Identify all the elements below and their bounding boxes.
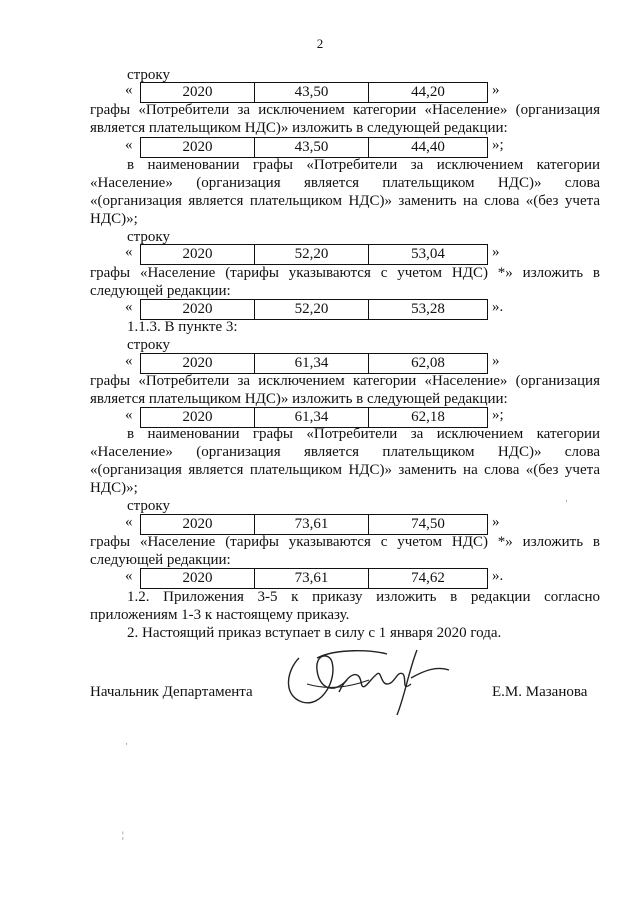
quote-close: ». xyxy=(492,568,504,584)
value-cell: 73,61 xyxy=(255,515,369,534)
section-heading: 1.1.3. В пункте 3: xyxy=(127,319,238,335)
text-line: «(организация является плательщиком НДС)» заменить на слова «(без учета xyxy=(90,193,600,209)
text-line: следующей редакции: xyxy=(90,552,231,568)
value-cell: 73,61 xyxy=(255,569,369,588)
text-line: строку xyxy=(127,498,170,514)
quote-open: « xyxy=(125,568,133,584)
text-line: является плательщиком НДС)» изложить в следующей редакции: xyxy=(90,391,508,407)
value-cell: 52,20 xyxy=(255,245,369,264)
quote-open: « xyxy=(125,244,133,260)
quote-close: » xyxy=(492,353,500,369)
year-cell: 2020 xyxy=(141,515,255,534)
quote-close: ». xyxy=(492,299,504,315)
value-cell: 62,08 xyxy=(411,355,445,371)
value-cell: 43,50 xyxy=(255,83,369,102)
quote-close: » xyxy=(492,244,500,260)
year-cell: 2020 xyxy=(141,569,255,588)
value-cell: 43,50 xyxy=(255,138,369,157)
handwritten-signature xyxy=(277,640,457,718)
page-number: 2 xyxy=(316,36,324,51)
text-line: является плательщиком НДС)» изложить в следующей редакции: xyxy=(90,120,508,136)
signatory-name: Е.М. Мазанова xyxy=(492,684,588,700)
text-line: следующей редакции: xyxy=(90,283,231,299)
paragraph-line: приложениям 1-3 к настоящему приказу. xyxy=(90,607,350,623)
value-cell: 44,20 xyxy=(411,84,445,100)
paragraph-line: 1.2. Приложения 3-5 к приказу изложить в редакции согласно xyxy=(127,589,600,605)
value-cell: 62,18 xyxy=(411,409,445,425)
text-line: в наименовании графы «Потребители за исключением категории xyxy=(127,157,600,173)
quote-open: « xyxy=(125,353,133,369)
year-cell: 2020 xyxy=(141,83,255,102)
value-cell: 74,62 xyxy=(411,570,445,586)
year-cell: 2020 xyxy=(141,300,255,319)
value-cell: 53,28 xyxy=(411,301,445,317)
text-line: НДС)»; xyxy=(90,480,138,496)
scan-speck: · xyxy=(565,496,568,506)
value-cell: 61,34 xyxy=(255,408,369,427)
value-cell: 61,34 xyxy=(255,354,369,373)
paragraph-line: 2. Настоящий приказ вступает в силу с 1 января 2020 года. xyxy=(127,625,502,641)
text-line: строку xyxy=(127,67,170,83)
value-cell: 52,20 xyxy=(255,300,369,319)
scan-speck: · xyxy=(125,739,128,749)
year-cell: 2020 xyxy=(141,354,255,373)
text-line: графы «Население (тарифы указываются с учетом НДС) *» изложить в xyxy=(90,265,600,281)
text-line: «Население» (организация является плательщиком НДС)» слова xyxy=(90,175,600,191)
text-line: строку xyxy=(127,229,170,245)
text-line: графы «Потребители за исключением категории «Население» (организация xyxy=(90,373,600,389)
scan-speck: ¦ xyxy=(122,830,124,840)
year-cell: 2020 xyxy=(141,245,255,264)
quote-open: « xyxy=(125,407,133,423)
quote-close: » xyxy=(492,82,500,98)
quote-open: « xyxy=(125,299,133,315)
text-line: графы «Потребители за исключением категории «Население» (организация xyxy=(90,102,600,118)
year-cell: 2020 xyxy=(141,138,255,157)
text-line: НДС)»; xyxy=(90,211,138,227)
value-cell: 53,04 xyxy=(411,246,445,262)
value-cell: 74,50 xyxy=(411,516,445,532)
quote-open: « xyxy=(125,82,133,98)
value-cell: 44,40 xyxy=(411,139,445,155)
quote-open: « xyxy=(125,514,133,530)
text-line: строку xyxy=(127,337,170,353)
quote-close: » xyxy=(492,514,500,530)
quote-close: »; xyxy=(492,137,504,153)
year-cell: 2020 xyxy=(141,408,255,427)
text-line: «(организация является плательщиком НДС)» заменить на слова «(без учета xyxy=(90,462,600,478)
quote-close: »; xyxy=(492,407,504,423)
signatory-position: Начальник Департамента xyxy=(90,684,253,700)
text-line: в наименовании графы «Потребители за исключением категории xyxy=(127,426,600,442)
text-line: графы «Население (тарифы указываются с учетом НДС) *» изложить в xyxy=(90,534,600,550)
quote-open: « xyxy=(125,137,133,153)
text-line: «Население» (организация является плательщиком НДС)» слова xyxy=(90,444,600,460)
